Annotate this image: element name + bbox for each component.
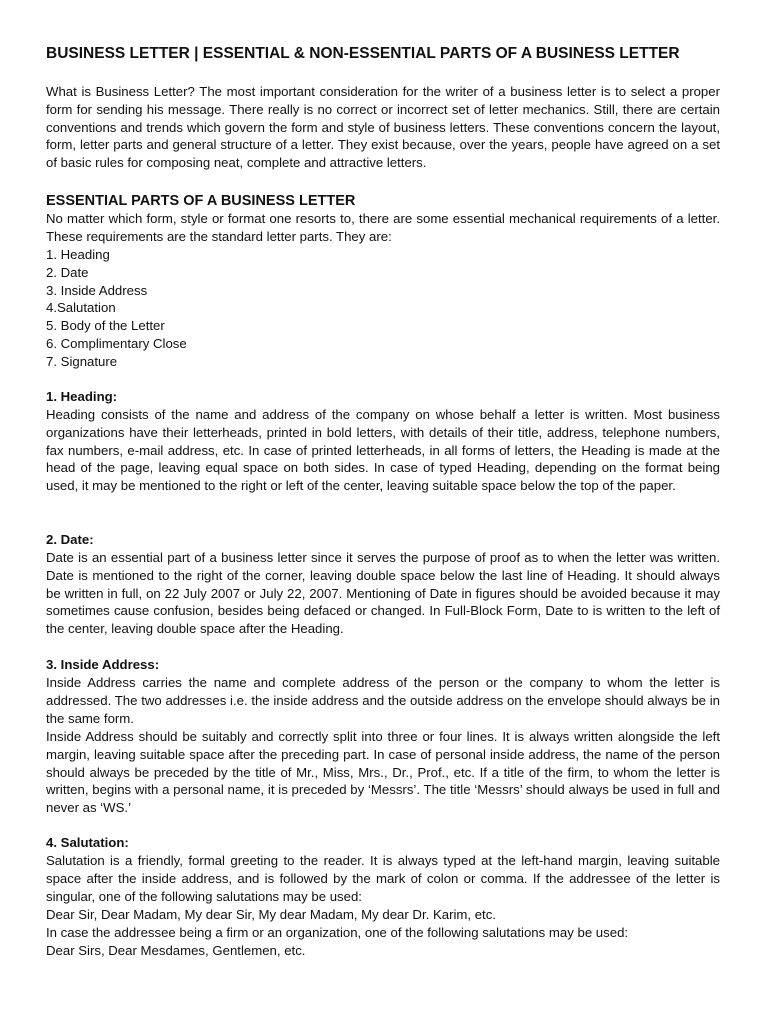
essential-parts-list [46,246,720,371]
inside-address-body-1: Inside Address carries the name and complete address of the person or the company to whom the letter is addressed. The two addresses i.e. the inside address and the outside address on the envelope should always be in the same form. [46,675,720,726]
salutation-note-firm: In case the addressee being a firm or an organization, one of the following salutations may be used: [46,924,629,940]
date-section-title: 2. Date: [46,532,94,547]
list-item: 4.Salutation [46,300,116,316]
list-item: 3. Inside Address [46,282,148,298]
intro-paragraph: What is Business Letter? The most important consideration for the writer of a business letter is to select a proper form for sending his message. There really is no correct or incorrect set of letter mechanics. Still, there are certain conventions and trends which govern the form and style of business letters. These conventions concern the layout, form, letter parts and general structure of a letter. They exist because, over the years, people have agreed on a set of basic rules for composing neat, complete and attractive letters. [46,84,720,171]
salutation-example-firm: Dear Sirs, Dear Mesdames, Gentlemen, etc. [46,942,306,958]
salutation-example-singular: Dear Sir, Dear Madam, My dear Sir, My dear Madam, My dear Dr. Karim, etc. [46,907,496,922]
inside-address-section-title: 3. Inside Address: [46,657,160,672]
date-section-body: Date is an essential part of a business letter since it serves the purpose of proof as to when the letter was written. Date is mentioned to the right of the corner, leaving double space below the last line of Heading. It should always be written in full, on 22 July 2007 or July 22, 2007. Mentioning of Date in figures should be avoided because it may sometimes cause confusion, besides being defaced or changed. In Full-Block Form, Date to is written to the left of the center, leaving double space after the Heading. [46,550,720,637]
document-title: BUSINESS LETTER | ESSENTIAL & NON-ESSENTIAL PARTS OF A BUSINESS LETTER [46,45,680,62]
list-item: 2. Date [46,264,89,280]
heading-section-body: Heading consists of the name and address of the company on whose behalf a letter is written. Most business organizations have their letterheads, printed in bold letters, with details of their title, address, telephone numbers, fax numbers, e-mail address, etc. In case of printed letterheads, in all forms of letters, the Heading is made at the head of the page, leaving equal space on both sides. In case of typed Heading, depending on the format being used, it may be mentioned to the right or left of the center, leaving suitable space below the top of the paper. [46,407,720,494]
list-item: 6. Complimentary Close [46,335,187,351]
list-item: 5. Body of the Letter [46,318,165,334]
essential-parts-heading: ESSENTIAL PARTS OF A BUSINESS LETTER [46,193,356,209]
salutation-section-title: 4. Salutation: [46,835,129,850]
essential-parts-intro: No matter which form, style or format one resorts to, there are some essential mechanical requirements of a letter. These requirements are the standard letter parts. They are: [46,211,720,244]
salutation-body: Salutation is a friendly, formal greeting to the reader. It is always typed at the left-hand margin, leaving suitable space after the inside address, and is followed by the mark of colon or comma. If the addressee of the letter is singular, one of the following salutations may be used: [46,853,720,904]
salutation-examples [46,906,720,959]
heading-section-title: 1. Heading: [46,389,118,404]
list-item: 1. Heading [46,247,110,262]
inside-address-body-2: Inside Address should be suitably and correctly split into three or four lines. It is always written alongside the left margin, leaving suitable space after the preceding part. In case of personal inside address, the name of the person should always be preceded by the title of Mr., Miss, Mrs., Dr., Prof., etc. If a title of the firm, to whom the letter is written, begins with a personal name, it is preceded by ‘Messrs’. The title ‘Messrs’ should always be used in full and never as ‘WS.’ [46,729,720,816]
list-item: 7. Signature [46,353,118,369]
